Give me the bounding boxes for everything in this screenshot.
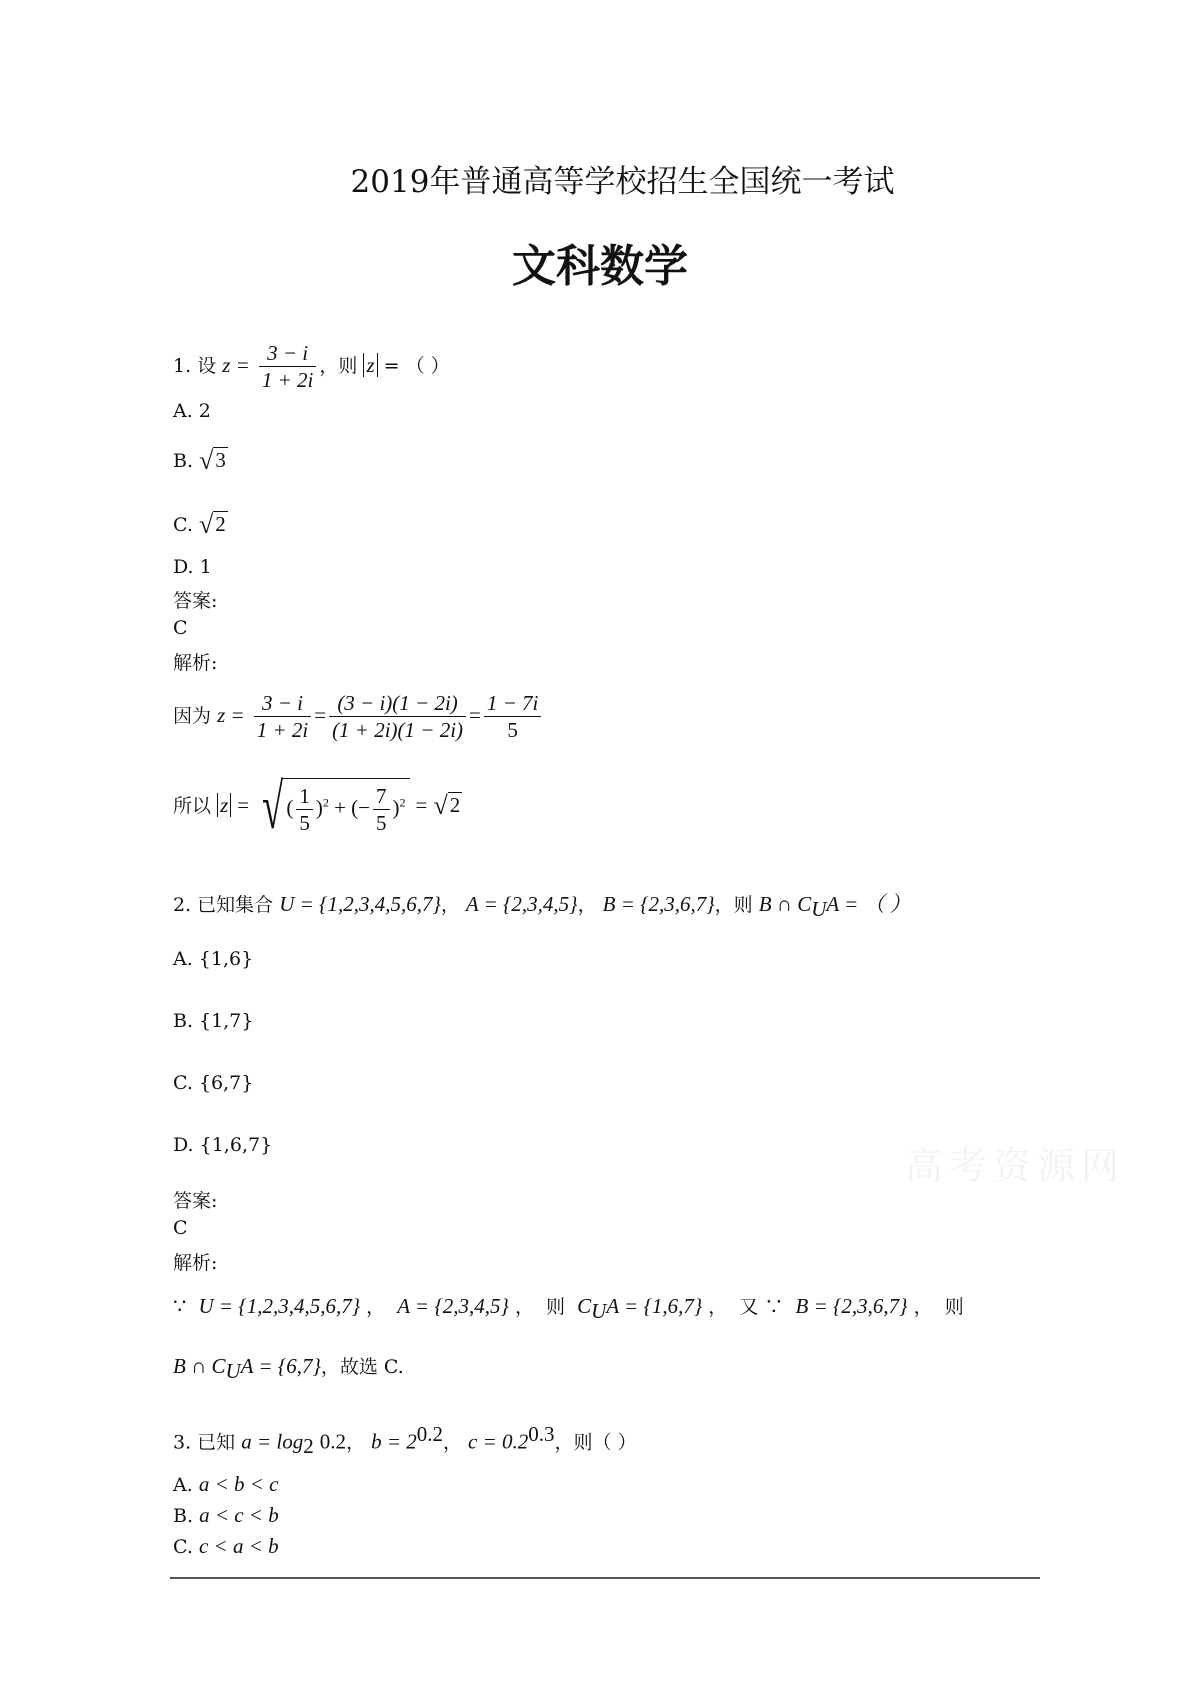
q3-option-a [173,1472,278,1497]
q1-solution-line2: 所以 z = √ ( $\frac{1}{5}$ )$^2$ + (− $\frac{7}{5}$ )$^2$ = √2 [173,771,461,842]
q2-stem: 2. 已知集合 U = {1,2,3,4,5,6,7}， A = {2,3,4,5}， B = {2,3,6,7}，则 B ∩ $C_UA$ = （ ） [173,892,911,921]
q1-sol1-frac2 [329,690,466,744]
q1-sol2-result: √2 [433,791,461,820]
q3-b: b = 2 [371,1429,417,1454]
q2-solution-line2 [173,1352,404,1384]
q1-sol2-eq: = [237,793,250,817]
q2-option-d: D. {1,6,7} [173,1134,273,1156]
q3-stem: 3. 已知 $a = \log_2 0.2$， $b = 2^{0.2}$， $c = 0.2^{0.3}$，则（ ） [173,1422,637,1459]
q3-tail: ，则（ ） [554,1431,637,1454]
q1-sol1-z: z = [217,702,245,727]
q2-then: ，则 [714,894,753,916]
q1-option-c-sqrt: √2 [198,510,226,539]
q1-option-b-label: B. [173,450,194,472]
q1-sol2-n1: 1 [296,783,313,810]
watermark: 高考资源网 [905,1144,1126,1188]
q1-sol1-f1-den: 1 + 2i [256,718,309,743]
q1-sol2-n2: 7 [373,783,390,810]
q1-option-c [173,510,228,540]
q1-prefix: 1. 设 [173,354,217,377]
q2-sol1-u: U = {1,2,3,4,5,6,7} [198,1294,361,1318]
q1-option-b [173,446,228,476]
q1-sol1-frac1 [254,690,312,744]
q2-option-b: B. {1,7} [173,1010,254,1032]
q1-den: 1 + 2i [261,368,314,393]
q1-option-a: A. 2 [173,400,211,422]
q2-sol1-because: ∵ [173,1294,187,1318]
q3-option-c-value: c < a < b [198,1534,279,1558]
q1-fraction [259,340,317,394]
q3-option-b-label: B. [173,1505,194,1527]
q1-option-b-sqrt: √3 [199,446,226,475]
footer-divider [170,1577,1040,1579]
q3-c-sup: 0.3 [528,1422,555,1446]
q1-stem [173,340,450,394]
q1-sol2-abs-z: z [217,793,231,817]
q1-sol1-frac3 [484,690,542,744]
q2-solution-line1: ∵ U = {1,2,3,4,5,6,7} ， A = {2,3,4,5} ， 则 $C_UA = \{1,6,7\}$ ， 又 ∵ B = {2,3,6,7} ， 则 [173,1294,964,1323]
q3-b-sup: 0.2 [416,1422,443,1446]
q2-set-b: B = {2,3,6,7} [602,892,715,916]
q3-c: c = 0.2 [468,1429,529,1454]
q1-sol2-prefix: 所以 [173,795,212,817]
q1-sol2-d2: 5 [376,811,387,835]
q2-prefix: 2. 已知集合 [173,894,274,916]
q2-answer: C [173,1217,188,1239]
q1-sol1-f1-num: 3 − i [254,690,312,717]
q2-sol1-then2: 则 [944,1296,964,1318]
q3-a-tail: 0.2 [319,1429,347,1454]
q1-option-b-value: 3 [215,448,226,472]
q1-option-d: D. 1 [173,556,212,578]
q3-option-a-label: A. [173,1474,193,1496]
q2-expr: B ∩ C [758,892,812,916]
q1-num: 3 − i [259,340,317,367]
q1-answer: C [173,617,188,639]
q1-sol1-f2-num: (3 − i)(1 − 2i) [329,690,466,717]
q1-sol1-prefix: 因为 [173,704,212,727]
q2-sub-u: U [811,896,827,921]
q3-a: a = log [241,1429,304,1454]
q3-option-b-value: a < c < b [199,1503,279,1527]
q2-analysis-label: 解析: [173,1252,218,1274]
q2-answer-label: 答案: [173,1190,218,1212]
q1-analysis-label: 解析: [173,652,218,674]
q2-set-a: A = {2,3,4,5} [465,892,578,916]
q1-abs-z: z [363,353,377,377]
q2-sol2-tail: A = {6,7} [240,1354,321,1378]
q3-a-sub: 2 [303,1434,314,1459]
q3-option-a-value: a < b < c [198,1472,279,1496]
q3-option-b [173,1503,279,1528]
q2-set-u: U = {1,2,3,4,5,6,7} [279,892,441,916]
q3-prefix: 3. 已知 [173,1431,236,1454]
q1-solution-line1: 因为 z = $\frac{3 - i}{1 + 2i}$ = $\frac{(3 - i)(1 - 2i)}{(1 + 2i)(1 - 2i)}$ = $\frac{1 - 7i}{5}$ [173,690,544,744]
q1-tail: = （ ） [383,354,450,377]
q1-sol1-f2-den: (1 + 2i)(1 − 2i) [332,718,464,743]
q2-option-a: A. {1,6} [173,948,254,970]
q2-sol1-c: C [577,1294,592,1318]
q2-expr-tail: A = （ ） [826,892,911,916]
q1-answer-label: 答案: [173,590,218,612]
q2-sol1-ca: A = {1,6,7} [606,1294,703,1318]
q2-option-c: C. {6,7} [173,1072,254,1094]
q1-option-c-label: C. [173,514,193,536]
q1-then: ，则 [319,354,358,377]
q1-z: z = [222,352,250,377]
exam-title: 2019年普通高等学校招生全国统一考试 [350,164,895,200]
q2-sol1-then: 则 [546,1296,566,1318]
q1-sol1-f3-den: 5 [507,718,518,743]
q2-sol1-again: 又 ∵ [739,1296,784,1318]
q1-option-c-value: 2 [215,512,226,536]
q2-sol2-end: ，故选 C. [320,1356,404,1378]
q2-sol1-b: B = {2,3,6,7} [795,1294,908,1318]
q2-sol1-a: A = {2,3,4,5} [397,1294,509,1318]
q3-option-c [173,1534,279,1559]
q1-sol2-result-value: 2 [449,793,461,817]
exam-subject: 文科数学 [512,241,688,292]
q2-sol2-sub: U [225,1358,241,1383]
q1-sol1-f3-num: 1 − 7i [484,690,542,717]
q3-option-c-label: C. [173,1536,193,1558]
q2-sol1-sub: U [591,1298,607,1323]
q1-sol2-d1: 5 [299,811,310,835]
q2-sol2-expr: B ∩ C [173,1354,226,1378]
q1-sol2-sqrt: √ ( $\frac{1}{5}$ )$^2$ + (− $\frac{7}{5}$ )$^2$ [255,775,409,839]
